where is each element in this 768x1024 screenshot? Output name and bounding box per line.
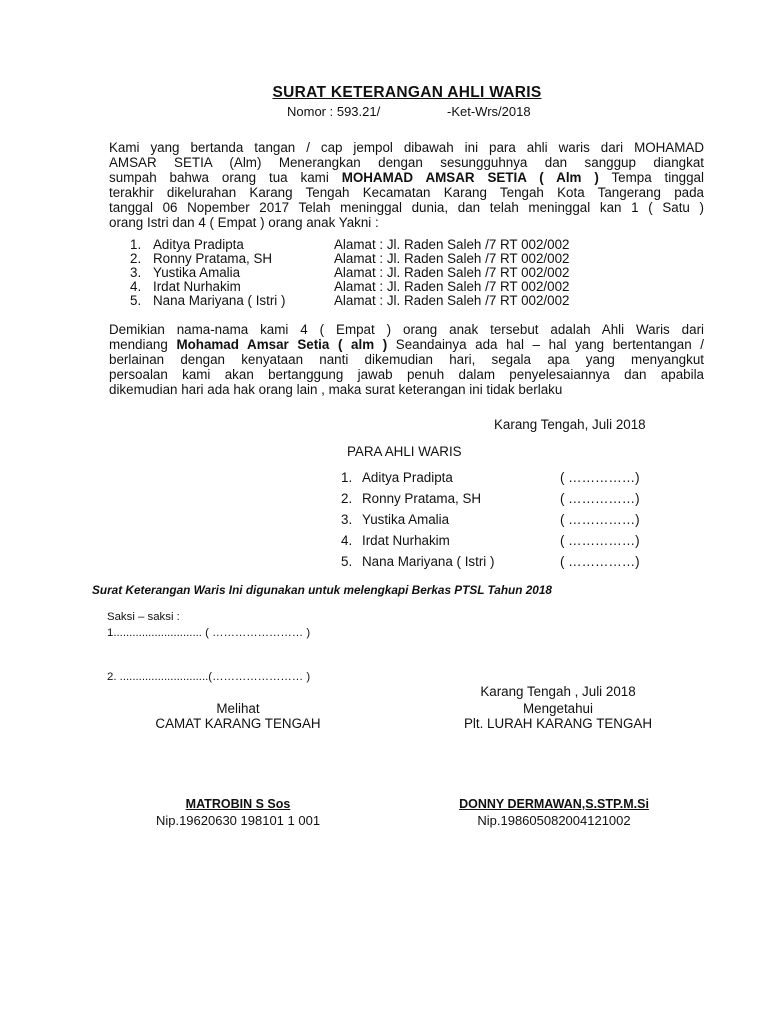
heir-address: Alamat : Jl. Raden Saleh /7 RT 002/002 [334,237,570,252]
right-place-date: Karang Tengah , Juli 2018 [480,684,636,699]
heir-address: Alamat : Jl. Raden Saleh /7 RT 002/002 [334,279,570,294]
signature-number: 3. [341,512,353,527]
heir-name: Aditya Pradipta [153,237,244,252]
signature-row [0,512,768,530]
signature-number: 2. [341,491,353,506]
heir-row [0,265,768,279]
signature-blank: ( ……………) [560,533,640,548]
intro-line: tanggal 06 Nopember 2017 Telah meninggal dunia, dan telah meninggal kan 1 ( Satu ) [109,200,704,215]
heir-name: Yustika Amalia [153,265,241,280]
camat-office: CAMAT KARANG TENGAH [155,716,321,731]
closing-line: persoalan kami akan bertanggung jawab penuh dalam penyelesaiannya dan apabila [109,367,704,382]
signature-name: Irdat Nurhakim [362,533,450,548]
intro-text: sumpah bahwa orang tua kami [109,170,342,185]
usage-note: Surat Keterangan Waris Ini digunakan untuk melengkapi Berkas PTSL Tahun 2018 [92,583,552,597]
seen-label: Melihat [216,701,260,716]
signature-name: Aditya Pradipta [362,470,453,485]
signature-number: 4. [341,533,353,548]
heir-address: Alamat : Jl. Raden Saleh /7 RT 002/002 [334,251,570,266]
document-title: SURAT KETERANGAN AHLI WARIS [272,84,542,101]
heir-number: 1. [130,237,142,252]
document-number-label: Nomor : 593.21/ [287,104,381,119]
heir-row [0,237,768,251]
signature-row [0,491,768,509]
witness-line-1: 1............................ ( …………………… ) [107,627,311,639]
signature-number: 1. [341,470,353,485]
heir-row [0,279,768,293]
heir-address: Alamat : Jl. Raden Saleh /7 RT 002/002 [334,293,570,308]
heir-address: Alamat : Jl. Raden Saleh /7 RT 002/002 [334,265,570,280]
lurah-nip: Nip.198605082004121002 [477,813,631,828]
signature-blank: ( ……………) [560,470,640,485]
deceased-name-bold: MOHAMAD AMSAR SETIA ( Alm ) [341,170,599,185]
signature-row [0,470,768,488]
intro-paragraph [109,140,704,230]
signature-row [0,554,768,572]
intro-line: terakhir dikelurahan Karang Tengah Kecamatan Karang Tengah Kota Tangerang pada [109,185,704,200]
signature-name: Nana Mariyana ( Istri ) [362,554,495,569]
closing-line: Demikian nama-nama kami 4 ( Empat ) orang anak tersebut adalah Ahli Waris dari [109,322,704,337]
signature-name: Ronny Pratama, SH [362,491,482,506]
lurah-name: DONNY DERMAWAN,S.STP.M.Si [459,797,649,811]
signature-blank: ( ……………) [560,512,640,527]
intro-line: Kami yang bertanda tangan / cap jempol dibawah ini para ahli waris dari MOHAMAD [109,140,704,155]
intro-text: Tempa tinggal [598,170,704,185]
heir-number: 4. [130,279,142,294]
signature-name: Yustika Amalia [362,512,450,527]
camat-name: MATROBIN S Sos [185,797,291,811]
intro-line: orang Istri dan 4 ( Empat ) orang anak Yakni : [109,215,379,230]
heir-name: Ronny Pratama, SH [153,251,273,266]
known-label: Mengetahui [523,701,593,716]
signature-number: 5. [341,554,353,569]
intro-line: AMSAR SETIA (Alm) Menerangkan dengan sesungguhnya dan sanggup diangkat [109,155,704,170]
closing-text: mendiang [109,337,177,352]
heir-name: Nana Mariyana ( Istri ) [153,293,286,308]
heir-row [0,293,768,307]
deceased-name-bold: Mohamad Amsar Setia ( alm ) [176,337,388,352]
signature-blank: ( ……………) [560,554,640,569]
heir-row [0,251,768,265]
document-number-suffix: -Ket-Wrs/2018 [447,104,531,119]
closing-paragraph [109,322,704,397]
closing-line: dikemudian hari ada hak orang lain , maka surat keterangan ini tidak berlaku [109,382,563,397]
witnesses-label: Saksi – saksi : [107,611,180,623]
closing-text: Seandainya ada hal – hal yang bertentangan / [387,337,704,352]
heir-number: 2. [130,251,142,266]
heirs-heading: PARA AHLI WARIS [347,444,462,459]
signature-blank: ( ……………) [560,491,640,506]
intro-line [109,170,704,185]
signature-row [0,533,768,551]
heir-name: Irdat Nurhakim [153,279,241,294]
place-date: Karang Tengah, Juli 2018 [494,417,646,432]
heir-number: 3. [130,265,142,280]
camat-nip: Nip.19620630 198101 1 001 [155,813,321,828]
heir-number: 5. [130,293,142,308]
lurah-office: Plt. LURAH KARANG TENGAH [463,716,652,731]
closing-line: berlainan dengan kenyataan nanti dikemudian hari, segala apa yang menyangkut [109,352,704,367]
closing-line [109,337,704,352]
witness-line-2: 2. ............................(…………………… ) [107,671,311,683]
